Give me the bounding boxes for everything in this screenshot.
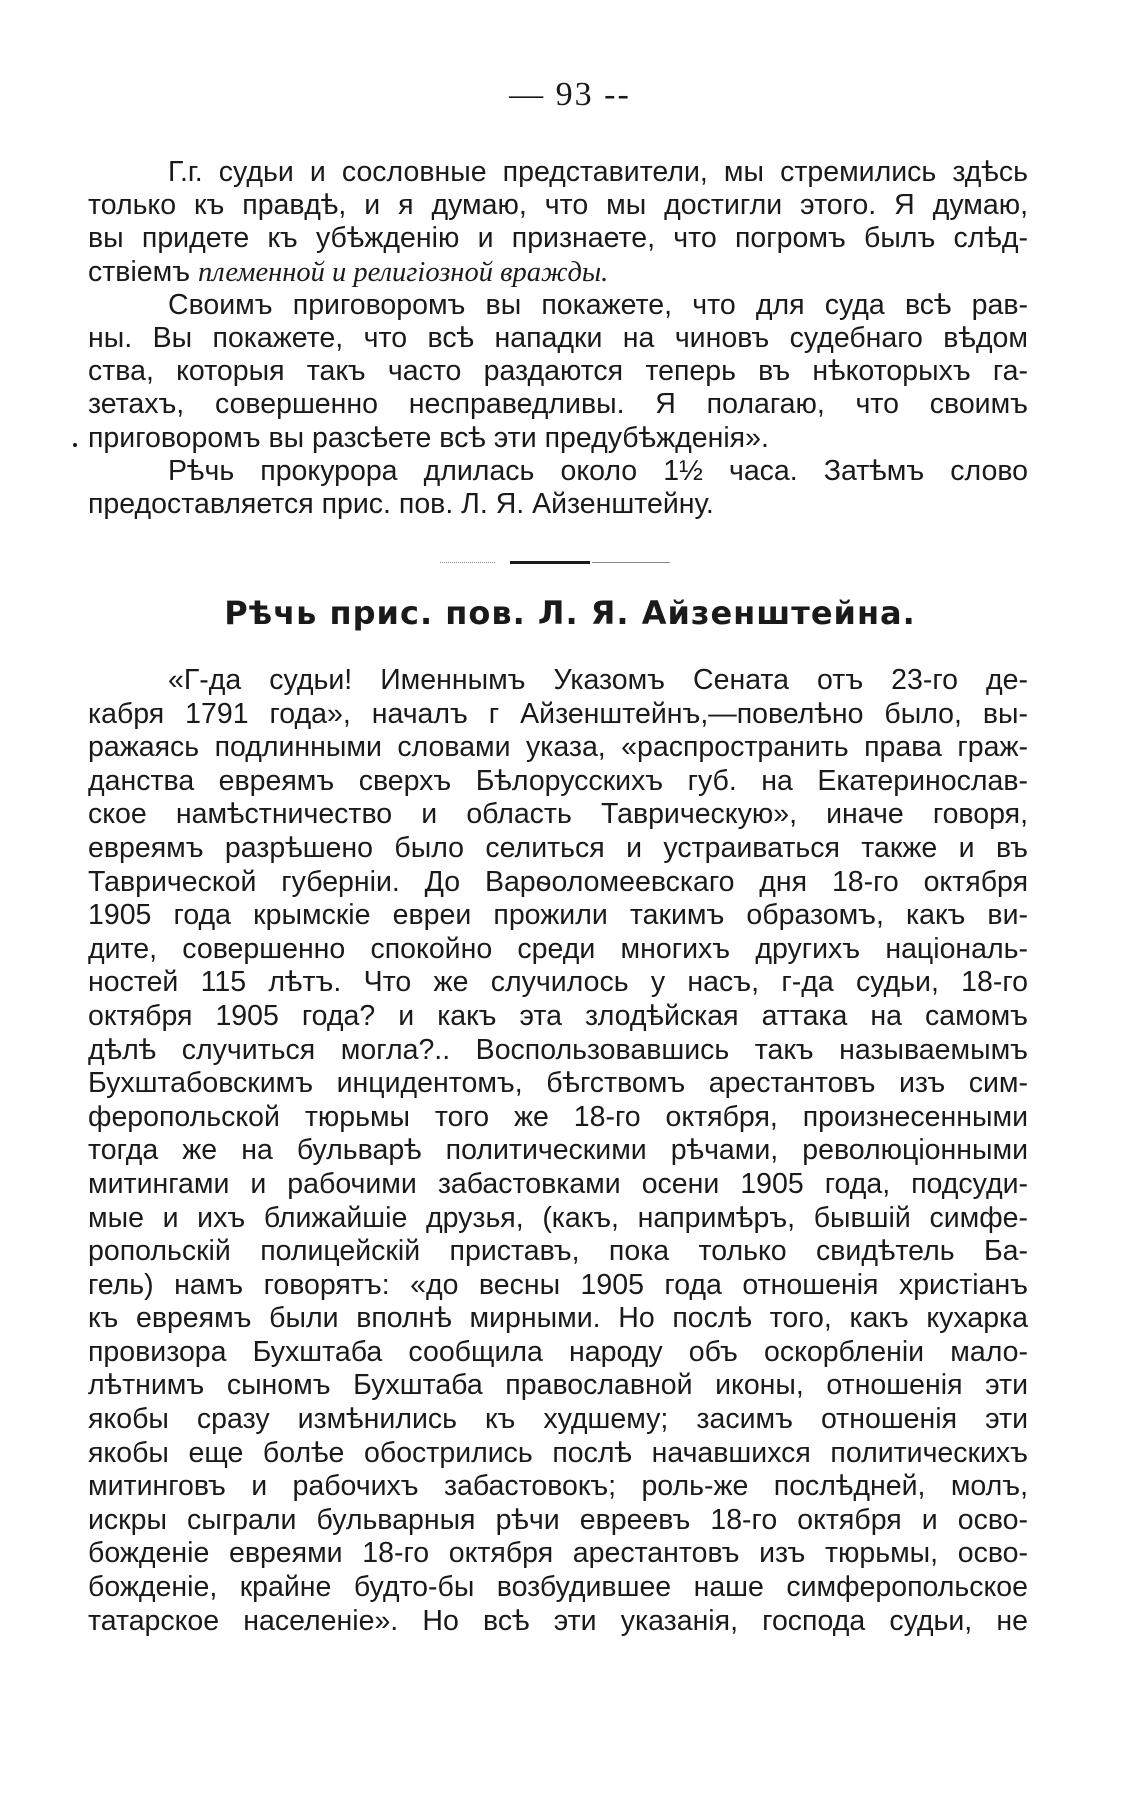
text-line: ропольскій полицейскій приставъ, пока только свидѣтель Ба- bbox=[88, 1235, 1028, 1268]
text-line: ностей 115 лѣтъ. Что же случилось у насъ, г-да судьи, 18-го bbox=[88, 966, 1028, 999]
text-line: дѣлѣ случиться могла?.. Воспользовавшись такъ называемымъ bbox=[88, 1033, 1028, 1066]
text-line: мые и ихъ ближайшіе друзья, (какъ, напримѣръ, бывшій симфе- bbox=[88, 1201, 1028, 1234]
page-number: — 93 -- bbox=[509, 76, 631, 113]
text-line: лѣтнимъ сыномъ Бухштаба православной иконы, отношенія эти bbox=[88, 1369, 1028, 1402]
text-line: Своимъ приговоромъ вы покажете, что для суда всѣ рав- bbox=[168, 288, 1028, 321]
divider-dotted-segment bbox=[440, 562, 495, 563]
aizenshtein-speech bbox=[88, 664, 1028, 1638]
text-line: Бухштабовскимъ инцидентомъ, бѣгствомъ арестантовъ изъ сим- bbox=[88, 1067, 1028, 1100]
text-line: ства, которыя такъ часто раздаются теперь въ нѣкоторыхъ га- bbox=[88, 355, 1028, 388]
italic-phrase: племенной и религіозной вражды. bbox=[197, 256, 609, 288]
stray-print-mark bbox=[73, 443, 77, 447]
text-line: гель) намъ говорятъ: «до весны 1905 года отношенія христіанъ bbox=[88, 1268, 1028, 1301]
text-line: провизора Бухштаба сообщила народу объ оскорбленіи мало- bbox=[88, 1335, 1028, 1368]
text-line: октября 1905 года? и какъ эта злодѣйская аттака на самомъ bbox=[88, 999, 1028, 1032]
prosecutor-speech-ending bbox=[88, 156, 1028, 521]
text-line: зетахъ, совершенно несправедливы. Я полагаю, что своимъ bbox=[88, 388, 1028, 421]
section-heading: Рѣчь прис. пов. Л. Я. Айзенштейна. bbox=[224, 594, 916, 632]
text-line: 1905 года крымскіе евреи прожили такимъ образомъ, какъ ви- bbox=[88, 899, 1028, 932]
text-line: Рѣчь прокурора длилась около 1½ часа. Затѣмъ слово bbox=[168, 454, 1028, 487]
text-line: Г.г. судьи и сословные представители, мы стремились здѣсь bbox=[168, 156, 1028, 188]
text-line: митингами и рабочими забастовками осени 1905 года, подсуди- bbox=[88, 1167, 1028, 1200]
text-fragment: ствіемъ bbox=[88, 255, 191, 288]
text-line: митинговъ и рабочихъ забастовокъ; роль-же послѣдней, молъ, bbox=[88, 1470, 1028, 1503]
text-line: татарское населеніе». Но всѣ эти указанія, господа судьи, не bbox=[88, 1604, 1028, 1637]
text-line: искры сыграли бульварныя рѣчи евреевъ 18-го октября и осво- bbox=[88, 1503, 1028, 1536]
text-line: къ евреямъ были вполнѣ мирными. Но послѣ того, какъ кухарка bbox=[88, 1302, 1028, 1335]
divider-thick-segment bbox=[510, 561, 590, 564]
text-line: ское намѣстничество и область Таврическую», иначе говоря, bbox=[88, 798, 1028, 831]
text-line: евреямъ разрѣшено было селиться и устраиваться также и въ bbox=[88, 831, 1028, 864]
text-line: только къ правдѣ, и я думаю, что мы достигли этого. Я думаю, bbox=[88, 189, 1028, 222]
text-line: кабря 1791 года», началъ г Айзенштейнъ,—повелѣно было, вы- bbox=[88, 697, 1028, 730]
text-line: предоставляется прис. пов. Л. Я. Айзенштейну. bbox=[88, 487, 714, 520]
text-line: вы придете къ убѣжденію и признаете, что погромъ былъ слѣд- bbox=[88, 222, 1028, 255]
text-line: божденіе, крайне будто-бы возбудившее наше симферопольское bbox=[88, 1571, 1028, 1604]
text-line: ны. Вы покажете, что всѣ нападки на чиновъ судебнаго вѣдом bbox=[88, 321, 1028, 354]
section-divider bbox=[440, 561, 700, 567]
text-line: якобы еще болѣе обострились послѣ начавшихся политическихъ bbox=[88, 1436, 1028, 1469]
text-line: данства евреямъ сверхъ Бѣлорусскихъ губ. на Екатеринослав- bbox=[88, 764, 1028, 797]
text-line: якобы сразу измѣнились къ худшему; засимъ отношенія эти bbox=[88, 1403, 1028, 1436]
text-line-italic-ending bbox=[88, 256, 1028, 289]
text-line: приговоромъ вы разсѣете всѣ эти предубѣжденія». bbox=[88, 421, 769, 454]
text-line: «Г-да судьи! Именнымъ Указомъ Сената отъ 23-го де- bbox=[168, 664, 1028, 696]
text-line: феропольской тюрьмы того же 18-го октября, произнесенными bbox=[88, 1100, 1028, 1133]
text-line: Таврической губерніи. До Варѳоломеевскаго дня 18-го октября bbox=[88, 865, 1028, 898]
text-line: ражаясь подлинными словами указа, «распространить права граж- bbox=[88, 731, 1028, 764]
text-line: тогда же на бульварѣ политическими рѣчами, революціонными bbox=[88, 1134, 1028, 1167]
text-line: дите, совершенно спокойно среди многихъ другихъ національ- bbox=[88, 932, 1028, 965]
text-line: божденіе евреями 18-го октября арестантовъ изъ тюрьмы, осво- bbox=[88, 1537, 1028, 1570]
divider-thin-segment bbox=[592, 562, 670, 563]
